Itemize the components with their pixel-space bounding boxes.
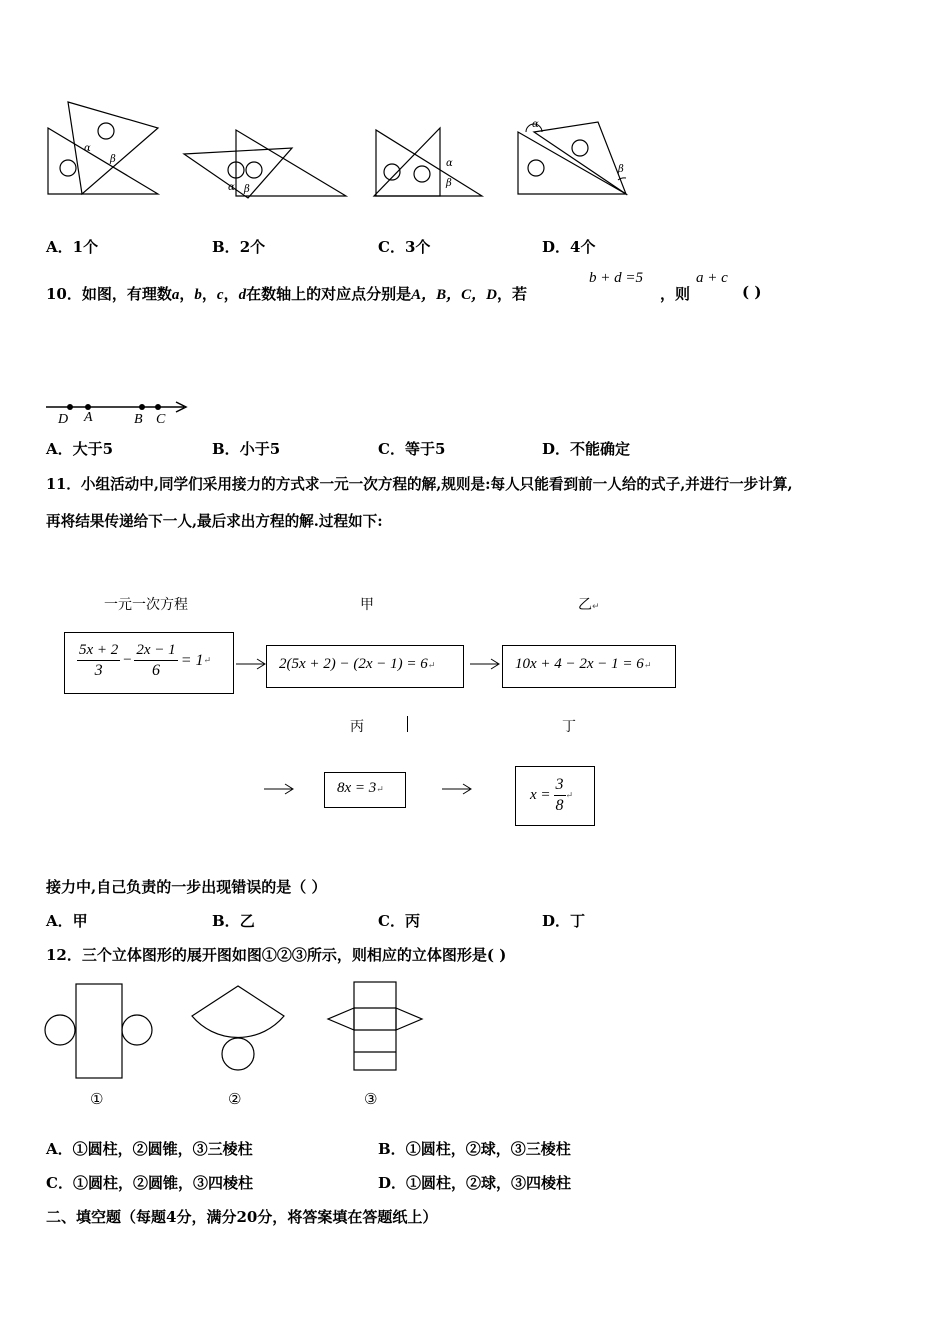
option-letter: D． xyxy=(542,238,571,256)
q9-option-a[interactable] xyxy=(46,236,98,257)
angle-alpha-label: α xyxy=(228,182,235,193)
q9-option-b[interactable] xyxy=(212,236,265,257)
step-bing-expression: 8x = 3 xyxy=(337,780,377,796)
option-text: ①圆柱，②球，③四棱柱 xyxy=(406,1174,572,1192)
angle-beta-label: β xyxy=(244,184,250,195)
stem-text: ，若 xyxy=(496,285,527,303)
q9-figure-1 xyxy=(44,98,204,208)
q10-number-line xyxy=(44,398,194,428)
step-yi-content xyxy=(515,656,651,673)
label-yi-text: 乙 xyxy=(578,597,592,613)
q12-net-cylinder xyxy=(44,982,154,1082)
q11-option-d[interactable] xyxy=(542,910,585,931)
option-letter: B． xyxy=(212,238,240,256)
q11-question: 接力中,自己负责的一步出现错误的是（ ） xyxy=(46,878,327,896)
q10-stem xyxy=(46,283,527,304)
fraction-2-numerator: 2x − 1 xyxy=(134,640,177,661)
return-mark: ↵ xyxy=(427,660,436,670)
option-letter: C． xyxy=(378,440,405,458)
arrow-right-icon xyxy=(470,658,502,670)
figure-label-2: ② xyxy=(228,1090,242,1108)
option-letter: B． xyxy=(212,440,240,458)
point-label-a: A xyxy=(84,410,93,425)
option-letter: A． xyxy=(46,1140,73,1158)
option-text: 大于5 xyxy=(72,440,114,458)
step-bing-box xyxy=(324,772,406,808)
q10-expression: a + c xyxy=(696,270,728,286)
option-text: ①圆柱，②圆锥，③三棱柱 xyxy=(72,1140,253,1158)
text-cursor xyxy=(407,716,408,732)
fraction-2 xyxy=(134,640,177,681)
return-mark: ↵ xyxy=(203,655,212,665)
q10-option-d[interactable] xyxy=(542,438,630,459)
q9-figure-4 xyxy=(514,118,654,228)
fraction-1-numerator: 5x + 2 xyxy=(77,640,120,661)
return-mark: ↵ xyxy=(565,790,574,800)
option-letter: C． xyxy=(378,912,405,930)
step-ding-content xyxy=(530,775,573,816)
step-yi-expression: 10x + 4 − 2x − 1 = 6 xyxy=(515,656,644,672)
step-jia-expression: 2(5x + 2) − (2x − 1) = 6 xyxy=(279,656,428,672)
equation-content xyxy=(77,640,211,681)
figure-label-3: ③ xyxy=(364,1090,378,1108)
q12-option-c[interactable] xyxy=(46,1172,253,1193)
option-text: 甲 xyxy=(72,912,88,930)
option-letter: C． xyxy=(46,1174,73,1192)
option-letter: D． xyxy=(378,1174,407,1192)
q10-stem-then: ，则 xyxy=(660,285,691,303)
option-letter: D． xyxy=(542,440,571,458)
q12-option-b[interactable] xyxy=(378,1138,571,1159)
angle-beta-label: β xyxy=(618,164,624,175)
arrow-right-icon xyxy=(236,658,268,670)
result-numerator: 3 xyxy=(554,775,566,796)
label-ding: 丁 xyxy=(562,719,576,735)
option-text: 乙 xyxy=(239,912,255,930)
option-text: 1个 xyxy=(72,238,99,256)
option-text: ①圆柱，②圆锥，③四棱柱 xyxy=(72,1174,253,1192)
q12-net-prism xyxy=(324,978,434,1078)
separator: ， xyxy=(179,285,195,303)
var-d: d xyxy=(238,287,247,303)
step-yi-box xyxy=(502,645,676,688)
q10-answer-paren: ( ) xyxy=(742,283,762,301)
q11-option-a[interactable] xyxy=(46,910,88,931)
q11-stem-line2: 再将结果传递给下一人,最后求出方程的解.过程如下: xyxy=(46,513,383,530)
point-label-c: C xyxy=(156,412,166,427)
option-text: 3个 xyxy=(404,238,431,256)
step-jia-content xyxy=(279,656,435,673)
option-text: 丙 xyxy=(404,912,420,930)
step-bing-content xyxy=(337,780,384,797)
separator: ， xyxy=(201,285,217,303)
q10-condition: b + d =5 xyxy=(589,270,643,286)
option-letter: A． xyxy=(46,238,73,256)
option-letter: A． xyxy=(46,440,73,458)
q9-figure-3 xyxy=(372,126,502,236)
stem-text: 在数轴上的对应点分别是 xyxy=(246,285,412,303)
point-label-d: D xyxy=(58,412,69,427)
option-letter: C． xyxy=(378,238,405,256)
var-a: a xyxy=(171,287,180,303)
return-mark: ↵ xyxy=(592,602,600,612)
separator: ， xyxy=(223,285,239,303)
q10-option-b[interactable] xyxy=(212,438,280,459)
minus-sign: − xyxy=(122,652,133,668)
option-text: 不能确定 xyxy=(570,440,631,458)
q9-option-c[interactable] xyxy=(378,236,430,257)
option-text: 小于5 xyxy=(239,440,281,458)
q12-option-d[interactable] xyxy=(378,1172,571,1193)
section-2-title: 二、填空题（每题4分，满分20分，将答案填在答题纸上） xyxy=(46,1208,438,1226)
q11-option-c[interactable] xyxy=(378,910,420,931)
option-text: 2个 xyxy=(239,238,266,256)
q12-option-a[interactable] xyxy=(46,1138,253,1159)
q11-stem-line1: 11．小组活动中,同学们采用接力的方式求一元一次方程的解,规则是:每人只能看到前一人给的式子,并进行一步计算, xyxy=(46,476,793,493)
q9-figure-2 xyxy=(182,128,352,238)
angle-alpha-label: α xyxy=(532,119,539,130)
label-bing: 丙 xyxy=(350,719,364,735)
option-text: 丁 xyxy=(570,912,586,930)
fraction-1-denominator: 3 xyxy=(94,662,103,679)
q9-option-d[interactable] xyxy=(542,236,595,257)
q10-option-a[interactable] xyxy=(46,438,113,459)
step-ding-box xyxy=(515,766,595,826)
q12-net-cone xyxy=(188,982,298,1082)
arrow-right-icon xyxy=(264,783,296,795)
arrow-right-icon xyxy=(442,783,474,795)
result-denominator: 8 xyxy=(555,797,564,814)
angle-beta-label: β xyxy=(110,154,116,165)
points-list: A，B，C，D xyxy=(411,287,497,303)
q10-option-c[interactable] xyxy=(378,438,445,459)
point-label-b: B xyxy=(134,412,143,427)
option-letter: B． xyxy=(378,1140,406,1158)
angle-beta-label: β xyxy=(446,178,452,189)
option-letter: D． xyxy=(542,912,571,930)
label-yi xyxy=(578,594,600,614)
fraction-result xyxy=(554,775,566,816)
var-c: c xyxy=(216,287,224,303)
option-letter: A． xyxy=(46,912,73,930)
step-jia-box xyxy=(266,645,464,688)
equation-box xyxy=(64,632,234,694)
stem-text: 10．如图，有理数 xyxy=(46,285,172,303)
var-b: b xyxy=(194,287,202,303)
label-jia: 甲 xyxy=(360,597,374,613)
angle-alpha-label: α xyxy=(446,158,453,169)
fraction-1 xyxy=(77,640,120,681)
step-ding-lhs: x = xyxy=(530,787,551,803)
option-text: ①圆柱，②球，③三棱柱 xyxy=(405,1140,571,1158)
return-mark: ↵ xyxy=(643,660,652,670)
option-text: 4个 xyxy=(570,238,596,256)
option-text: 等于5 xyxy=(404,440,446,458)
angle-alpha-label: α xyxy=(84,143,91,154)
q11-option-b[interactable] xyxy=(212,910,255,931)
equation-rhs: = 1 xyxy=(180,651,204,669)
figure-label-1: ① xyxy=(90,1090,104,1108)
q12-stem: 12．三个立体图形的展开图如图①②③所示，则相应的立体图形是( ) xyxy=(46,946,507,964)
fraction-2-denominator: 6 xyxy=(152,662,161,679)
option-letter: B． xyxy=(212,912,240,930)
return-mark: ↵ xyxy=(376,784,384,794)
label-equation: 一元一次方程 xyxy=(104,597,188,613)
